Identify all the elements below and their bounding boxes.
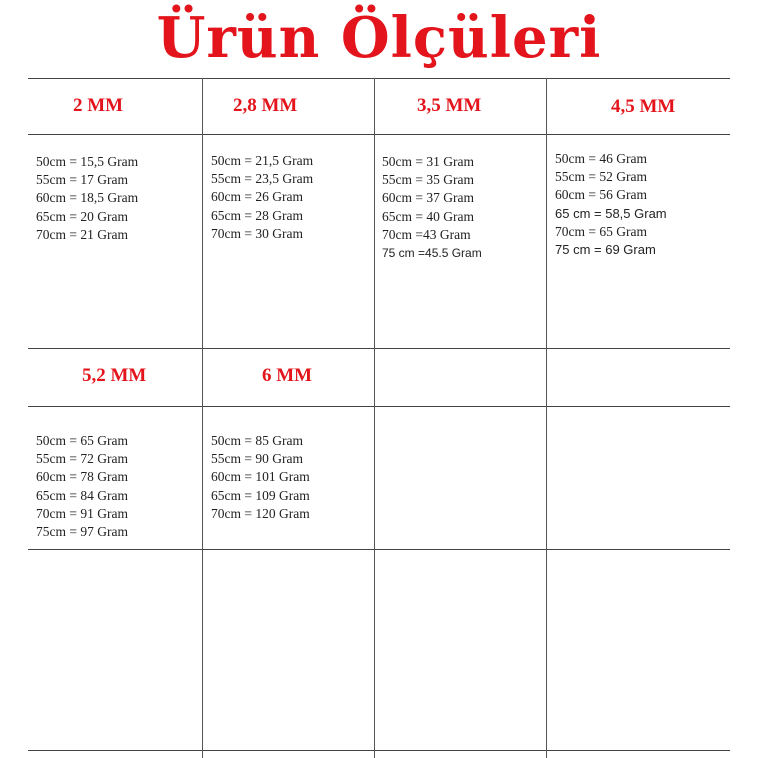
header-3-5mm: 3,5 MM — [417, 95, 482, 116]
header-6mm: 6 MM — [262, 365, 313, 386]
list-item: 70cm =43 Gram — [382, 226, 471, 242]
grid-line-h3 — [28, 348, 730, 349]
grid-line-h2 — [28, 134, 730, 135]
list-item: 70cm = 21 Gram — [36, 226, 128, 242]
list-item: 65cm = 84 Gram — [36, 487, 128, 503]
grid-line-h4 — [28, 406, 730, 407]
list-item: 50cm = 31 Gram — [382, 154, 474, 169]
list-item: 70cm = 30 Gram — [211, 225, 303, 241]
list-item: 55cm = 90 Gram — [211, 451, 303, 467]
list-item: 75 cm =45.5 Gram — [382, 246, 482, 261]
list-item: 55cm = 23,5 Gram — [211, 171, 314, 187]
grid-line-h5 — [28, 549, 730, 550]
grid-line-h1 — [28, 78, 730, 79]
list-item: 65cm = 20 Gram — [36, 208, 128, 224]
list-item: 50cm = 21,5 Gram — [211, 153, 314, 168]
header-4-5mm: 4,5 MM — [611, 96, 676, 117]
header-2-8mm: 2,8 MM — [233, 95, 298, 116]
list-item: 65cm = 28 Gram — [211, 207, 303, 223]
weights-5-2mm — [36, 432, 128, 541]
weights-2-8mm — [211, 152, 313, 243]
list-item: 70cm = 91 Gram — [36, 505, 128, 521]
list-item: 50cm = 85 Gram — [211, 433, 303, 448]
weights-2mm — [36, 153, 138, 244]
header-5-2mm: 5,2 MM — [82, 365, 147, 386]
header-2mm: 2 MM — [73, 95, 124, 116]
list-item: 75 cm = 69 Gram — [555, 242, 656, 258]
list-item: 70cm = 120 Gram — [211, 505, 310, 521]
list-item: 60cm = 78 Gram — [36, 469, 128, 485]
weights-6mm — [211, 432, 310, 523]
list-item: 60cm = 26 Gram — [211, 189, 303, 205]
weights-4-5mm — [555, 150, 667, 259]
list-item: 60cm = 37 Gram — [382, 190, 474, 206]
list-item: 60cm = 101 Gram — [211, 469, 310, 485]
grid-line-v1 — [202, 78, 203, 758]
list-item: 65cm = 40 Gram — [382, 208, 474, 224]
list-item: 65cm = 109 Gram — [211, 487, 310, 503]
page-title: Ürün Ölçüleri — [156, 5, 602, 71]
list-item: 75cm = 97 Gram — [36, 524, 128, 540]
grid-line-v3 — [546, 78, 547, 758]
weights-3-5mm — [382, 153, 482, 262]
grid-line-h6 — [28, 750, 730, 751]
list-item: 70cm = 65 Gram — [555, 223, 647, 239]
list-item: 50cm = 15,5 Gram — [36, 154, 139, 169]
list-item: 50cm = 46 Gram — [555, 151, 647, 166]
list-item: 55cm = 72 Gram — [36, 451, 128, 467]
grid-line-v2 — [374, 78, 375, 758]
list-item: 55cm = 17 Gram — [36, 172, 128, 188]
list-item: 55cm = 52 Gram — [555, 169, 647, 185]
list-item: 55cm = 35 Gram — [382, 172, 474, 188]
list-item: 60cm = 18,5 Gram — [36, 190, 139, 206]
list-item: 60cm = 56 Gram — [555, 187, 647, 203]
list-item: 50cm = 65 Gram — [36, 433, 128, 448]
list-item: 65 cm = 58,5 Gram — [555, 205, 667, 221]
